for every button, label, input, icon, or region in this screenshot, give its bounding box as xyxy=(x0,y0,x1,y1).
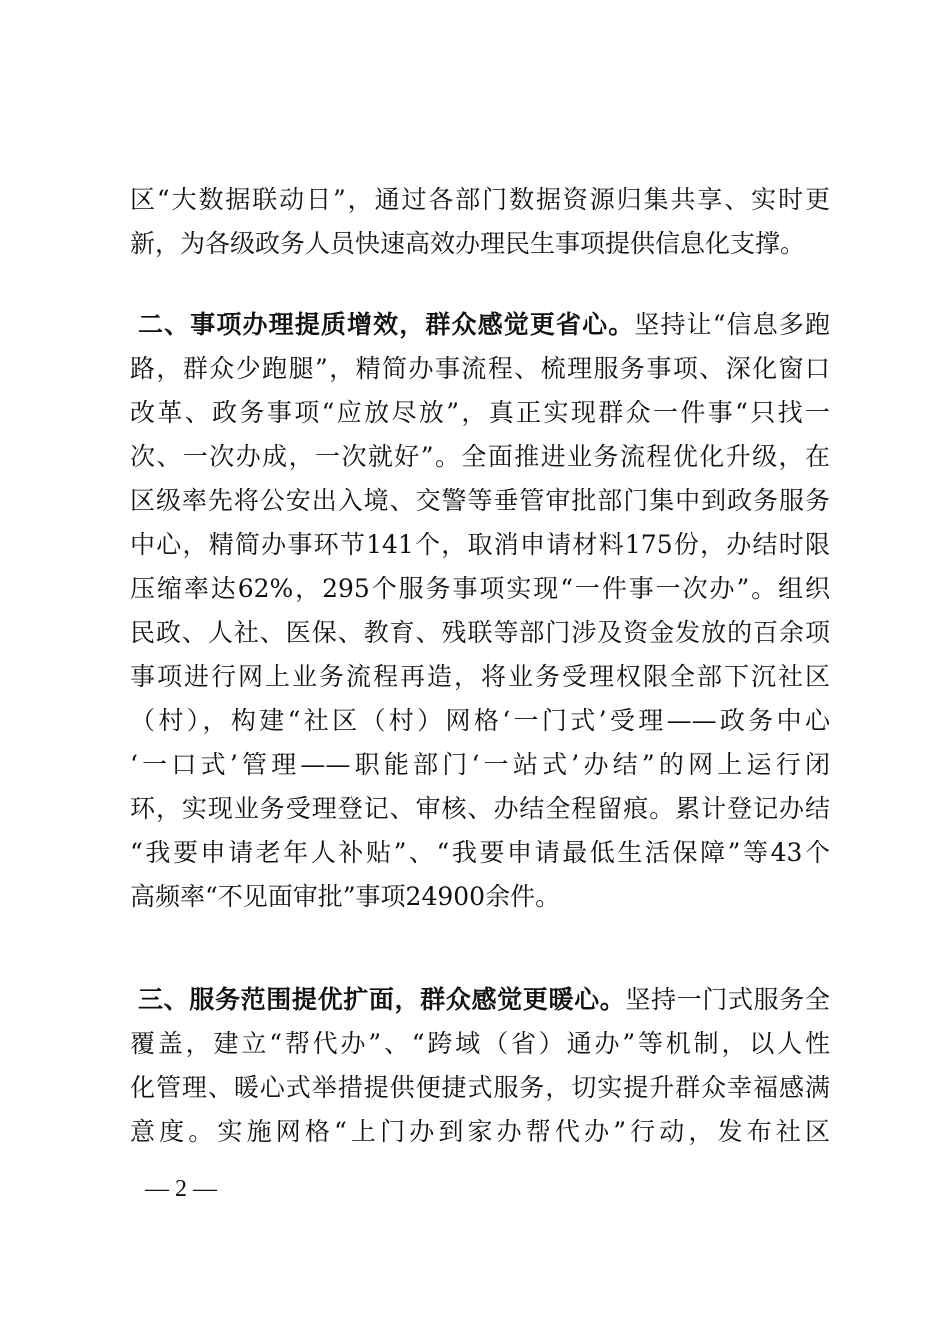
paragraph-2-first-line xyxy=(138,305,830,345)
text-line: 民政、人社、医保、教育、残联等部门涉及资金发放的百余项 xyxy=(130,618,830,647)
section-heading-2: 二、事项办理提质增效，群众感觉更省心。 xyxy=(138,310,635,339)
text-line: 次、一次办成，一次就好”。全面推进业务流程优化升级，在 xyxy=(130,442,830,471)
text-line: 环，实现业务受理登记、审核、办结全程留痕。累计登记办结 xyxy=(130,794,830,823)
text-line: 高频率“不见面审批”事项24900余件。 xyxy=(130,882,561,911)
text-line: 中心，精简办事环节141个，取消申请材料175份，办结时限 xyxy=(130,530,830,559)
text-line: 改革、政务事项“应放尽放”，真正实现群众一件事“只找一 xyxy=(130,398,830,427)
page-number: — 2 — xyxy=(145,1176,217,1202)
text-line: 压缩率达62%，295个服务事项实现“一件事一次办”。组织 xyxy=(130,574,830,603)
text-line: 事项进行网上业务流程再造，将业务受理权限全部下沉社区 xyxy=(130,662,830,691)
text-line: 化管理、暖心式举措提供便捷式服务，切实提升群众幸福感满 xyxy=(130,1073,830,1102)
text-line: 路，群众少跑腿”，精简办事流程、梳理服务事项、深化窗口 xyxy=(130,354,830,383)
text-line: ‘一口式’管理——职能部门‘一站式’办结”的网上运行闭 xyxy=(130,750,830,779)
text-line: “我要申请老年人补贴”、“我要申请最低生活保障”等43个 xyxy=(130,838,830,867)
text-line: 意度。实施网格“上门办到家办帮代办”行动，发布社区 xyxy=(130,1117,830,1146)
paragraph-3-first-line xyxy=(138,980,830,1020)
text-run: 坚持一门式服务全 xyxy=(625,985,830,1014)
text-line: 覆盖，建立“帮代办”、“跨域（省）通办”等机制，以人性 xyxy=(130,1029,830,1058)
section-heading-3: 三、服务范围提优扩面，群众感觉更暖心。 xyxy=(138,985,626,1014)
text-line: 区“大数据联动日”，通过各部门数据资源归集共享、实时更 xyxy=(130,185,830,214)
text-line: 区级率先将公安出入境、交警等垂管审批部门集中到政务服务 xyxy=(130,486,830,515)
text-line: 新，为各级政务人员快速高效办理民生事项提供信息化支撑。 xyxy=(130,229,806,258)
text-line: （村），构建“社区（村）网格‘一门式’受理——政务中心 xyxy=(130,706,830,735)
text-run: 坚持让“信息多跑 xyxy=(634,310,830,339)
